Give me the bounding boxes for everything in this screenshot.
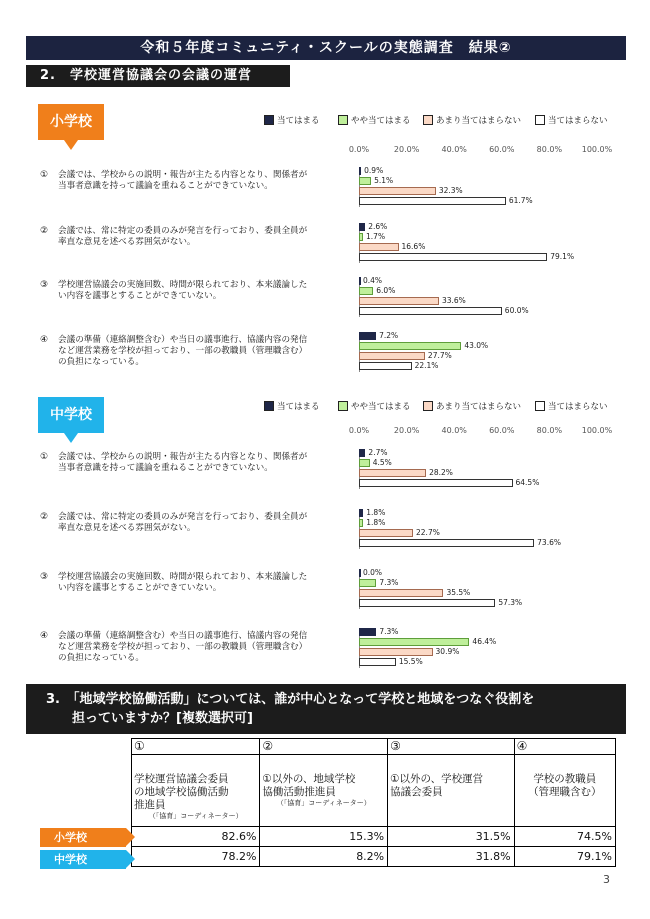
bar-agree xyxy=(359,332,376,340)
question-number: ③ xyxy=(40,280,49,290)
junior-high-legend-agree xyxy=(264,400,320,412)
bar-value-label: 5.1% xyxy=(374,176,394,185)
col-2-label: ①以外の、地域学校 協働活動推進員 xyxy=(262,773,356,798)
legend-swatch xyxy=(338,115,348,125)
bar-somewhat-disagree xyxy=(359,297,439,305)
elementary-col-4: 74.5% xyxy=(514,827,615,847)
col-2-sub: （「協育」コーディネーター） xyxy=(276,799,371,807)
bar-disagree xyxy=(359,658,396,666)
bar-somewhat-disagree xyxy=(359,243,399,251)
axis-tick-label: 80.0% xyxy=(536,145,563,154)
axis-tick-label: 20.0% xyxy=(393,145,420,154)
bar-somewhat-agree xyxy=(359,233,363,241)
bar-value-label: 2.6% xyxy=(368,222,388,231)
bar-somewhat-agree xyxy=(359,287,373,295)
elementary-legend-disagree xyxy=(535,114,608,126)
page-number: 3 xyxy=(603,873,610,886)
bar-value-label: 22.1% xyxy=(414,361,439,370)
bar-value-label: 1.8% xyxy=(366,518,386,527)
junior-high-legend-somewhat-disagree xyxy=(423,400,521,412)
col-3-label: ①以外の、学校運営 協議会委員 xyxy=(390,773,484,798)
bar-value-label: 33.6% xyxy=(441,296,466,305)
junior-high-col-3: 31.8% xyxy=(388,847,515,867)
bar-value-label: 16.6% xyxy=(401,242,426,251)
bar-value-label: 35.5% xyxy=(446,588,471,597)
bar-somewhat-agree xyxy=(359,459,370,467)
page-title: 令和５年度コミュニティ・スクールの実態調査 結果② xyxy=(26,36,626,60)
question-text: 会議では、学校からの説明・報告が主たる内容となり、関係者が 当事者意識を持って議論を重ねることができていない。 xyxy=(58,170,308,192)
col-1-sub: （「協育」コーディネーター） xyxy=(148,812,243,820)
bar-value-label: 7.3% xyxy=(379,578,399,587)
bar-somewhat-disagree xyxy=(359,469,426,477)
bar-value-label: 73.6% xyxy=(537,538,561,547)
question-number: ① xyxy=(40,452,49,462)
bar-value-label: 32.3% xyxy=(438,186,463,195)
bar-value-label: 1.8% xyxy=(366,508,386,517)
bar-value-label: 61.7% xyxy=(508,196,533,205)
legend-swatch xyxy=(535,401,545,411)
row-tag-junior-high: 中学校 xyxy=(40,850,126,869)
col-3-number: ③ xyxy=(388,739,515,755)
bar-value-label: 22.7% xyxy=(416,528,440,537)
axis-tick-label: 100.0% xyxy=(581,426,613,435)
bar-somewhat-agree xyxy=(359,579,376,587)
bar-disagree xyxy=(359,253,547,261)
question-number: ② xyxy=(40,226,49,236)
junior-high-col-1: 78.2% xyxy=(132,847,260,867)
row-tag-elementary: 小学校 xyxy=(40,828,126,847)
bar-disagree xyxy=(359,307,502,315)
axis-tick-label: 60.0% xyxy=(489,426,515,435)
bar-agree xyxy=(359,569,361,577)
question-number: ④ xyxy=(40,335,49,345)
bar-value-label: 1.7% xyxy=(366,232,386,241)
bar-value-label: 30.9% xyxy=(435,647,460,656)
bar-somewhat-disagree xyxy=(359,187,436,195)
bar-somewhat-disagree xyxy=(359,648,433,656)
question-text: 会議の準備（連絡調整含む）や当日の議事進行、協議内容の発信 など運営業務を学校が担っており、一部の教職員（管理職含む） の負担になっている。 xyxy=(58,335,308,368)
junior-high-col-2: 8.2% xyxy=(260,847,388,867)
question-number: ③ xyxy=(40,572,49,582)
legend-label: あまり当てはまらない xyxy=(436,402,522,412)
bar-agree xyxy=(359,509,363,517)
bar-value-label: 79.1% xyxy=(550,252,575,261)
bar-value-label: 7.3% xyxy=(379,627,399,636)
bar-value-label: 7.2% xyxy=(379,331,399,340)
bar-value-label: 64.5% xyxy=(515,478,540,487)
legend-swatch xyxy=(264,115,274,125)
summary-table xyxy=(131,738,616,867)
axis-tick-label: 0.0% xyxy=(348,145,370,154)
bar-somewhat-agree xyxy=(359,177,371,185)
axis-tick-label: 20.0% xyxy=(393,426,420,435)
axis-tick-label: 40.0% xyxy=(441,145,467,154)
bar-value-label: 15.5% xyxy=(398,657,423,666)
question-text: 会議の準備（連絡調整含む）や当日の議事進行、協議内容の発信 など運営業務を学校が担っており、一部の教職員（管理職含む） の負担になっている。 xyxy=(58,631,308,664)
section-3-heading: 3. 「地域学校協働活動」については、誰が中心となって学校と地域をつなぐ役割を 担っていますか？[複数選択可] xyxy=(26,684,626,734)
bar-somewhat-disagree xyxy=(359,352,425,360)
bar-value-label: 28.2% xyxy=(429,468,453,477)
table-row xyxy=(132,847,616,867)
axis-tick-label: 40.0% xyxy=(441,426,467,435)
bar-disagree xyxy=(359,197,506,205)
legend-swatch xyxy=(264,401,274,411)
legend-label: やや当てはまる xyxy=(351,116,411,126)
bar-disagree xyxy=(359,599,495,607)
axis-tick-label: 100.0% xyxy=(581,145,613,154)
axis-tick-label: 0.0% xyxy=(348,426,370,435)
legend-swatch xyxy=(338,401,348,411)
bar-value-label: 6.0% xyxy=(376,286,396,295)
legend-swatch xyxy=(535,115,545,125)
bar-agree xyxy=(359,277,361,285)
bar-somewhat-disagree xyxy=(359,529,413,537)
bar-value-label: 4.5% xyxy=(372,458,392,467)
elementary-badge-label: 小学校 xyxy=(50,114,92,130)
question-number: ① xyxy=(40,170,49,180)
question-text: 会議では、常に特定の委員のみが発言を行っており、委員全員が 率直な意見を述べる雰囲気がない。 xyxy=(58,512,308,534)
question-number: ② xyxy=(40,512,49,522)
col-1-label: 学校運営協議会委員 の地域学校協働活動 推進員 xyxy=(134,773,229,811)
question-text: 会議では、学校からの説明・報告が主たる内容となり、関係者が 当事者意識を持って議論を重ねることができていない。 xyxy=(58,452,308,474)
elementary-badge xyxy=(38,104,104,140)
bar-value-label: 0.4% xyxy=(363,276,383,285)
elementary-legend-agree xyxy=(264,114,320,126)
section-2-heading: 2. 学校運営協議会の会議の運営 xyxy=(26,65,290,87)
question-text: 学校運営協議会の実施回数、時間が限られており、本来議論した い内容を議事とすることができていない。 xyxy=(58,280,308,302)
bar-agree xyxy=(359,223,365,231)
elementary-col-3: 31.5% xyxy=(388,827,515,847)
col-2-header xyxy=(260,755,388,827)
axis-tick-label: 60.0% xyxy=(489,145,515,154)
legend-label: あまり当てはまらない xyxy=(436,116,522,126)
junior-high-legend-somewhat-agree xyxy=(338,400,411,412)
elementary-legend-somewhat-agree xyxy=(338,114,411,126)
junior-high-legend-disagree xyxy=(535,400,608,412)
col-4-label: 学校の教職員 （管理職含む） xyxy=(528,773,602,798)
bar-disagree xyxy=(359,362,412,370)
question-number: ④ xyxy=(40,631,49,641)
junior-high-col-4: 79.1% xyxy=(514,847,615,867)
bar-value-label: 43.0% xyxy=(464,341,489,350)
col-1-number: ① xyxy=(132,739,260,755)
legend-label: やや当てはまる xyxy=(351,402,411,412)
bar-agree xyxy=(359,449,365,457)
bar-value-label: 46.4% xyxy=(472,637,497,646)
bar-somewhat-agree xyxy=(359,638,469,646)
elementary-legend-somewhat-disagree xyxy=(423,114,521,126)
legend-label: 当てはまらない xyxy=(548,116,608,126)
junior-high-badge xyxy=(38,397,104,433)
bar-somewhat-agree xyxy=(359,342,461,350)
legend-label: 当てはまらない xyxy=(548,402,608,412)
question-text: 学校運営協議会の実施回数、時間が限られており、本来議論した い内容を議事とすることができていない。 xyxy=(58,572,308,594)
bar-value-label: 60.0% xyxy=(504,306,529,315)
table-row xyxy=(132,827,616,847)
legend-swatch xyxy=(423,115,433,125)
junior-high-badge-label: 中学校 xyxy=(50,407,92,423)
bar-value-label: 27.7% xyxy=(427,351,452,360)
bar-agree xyxy=(359,628,376,636)
bar-value-label: 57.3% xyxy=(498,598,523,607)
col-4-number: ④ xyxy=(514,739,615,755)
elementary-col-2: 15.3% xyxy=(260,827,388,847)
col-3-header xyxy=(388,755,515,827)
bar-value-label: 0.0% xyxy=(363,568,383,577)
col-1-header xyxy=(132,755,260,827)
bar-disagree xyxy=(359,539,534,547)
bar-value-label: 2.7% xyxy=(368,448,388,457)
elementary-col-1: 82.6% xyxy=(132,827,260,847)
col-2-number: ② xyxy=(260,739,388,755)
bar-value-label: 0.9% xyxy=(364,166,384,175)
legend-label: 当てはまる xyxy=(277,402,320,412)
bar-agree xyxy=(359,167,361,175)
legend-label: 当てはまる xyxy=(277,116,320,126)
bar-somewhat-agree xyxy=(359,519,363,527)
legend-swatch xyxy=(423,401,433,411)
bar-somewhat-disagree xyxy=(359,589,443,597)
bar-disagree xyxy=(359,479,513,487)
question-text: 会議では、常に特定の委員のみが発言を行っており、委員全員が 率直な意見を述べる雰囲気がない。 xyxy=(58,226,308,248)
axis-tick-label: 80.0% xyxy=(536,426,563,435)
col-4-header xyxy=(514,755,615,827)
